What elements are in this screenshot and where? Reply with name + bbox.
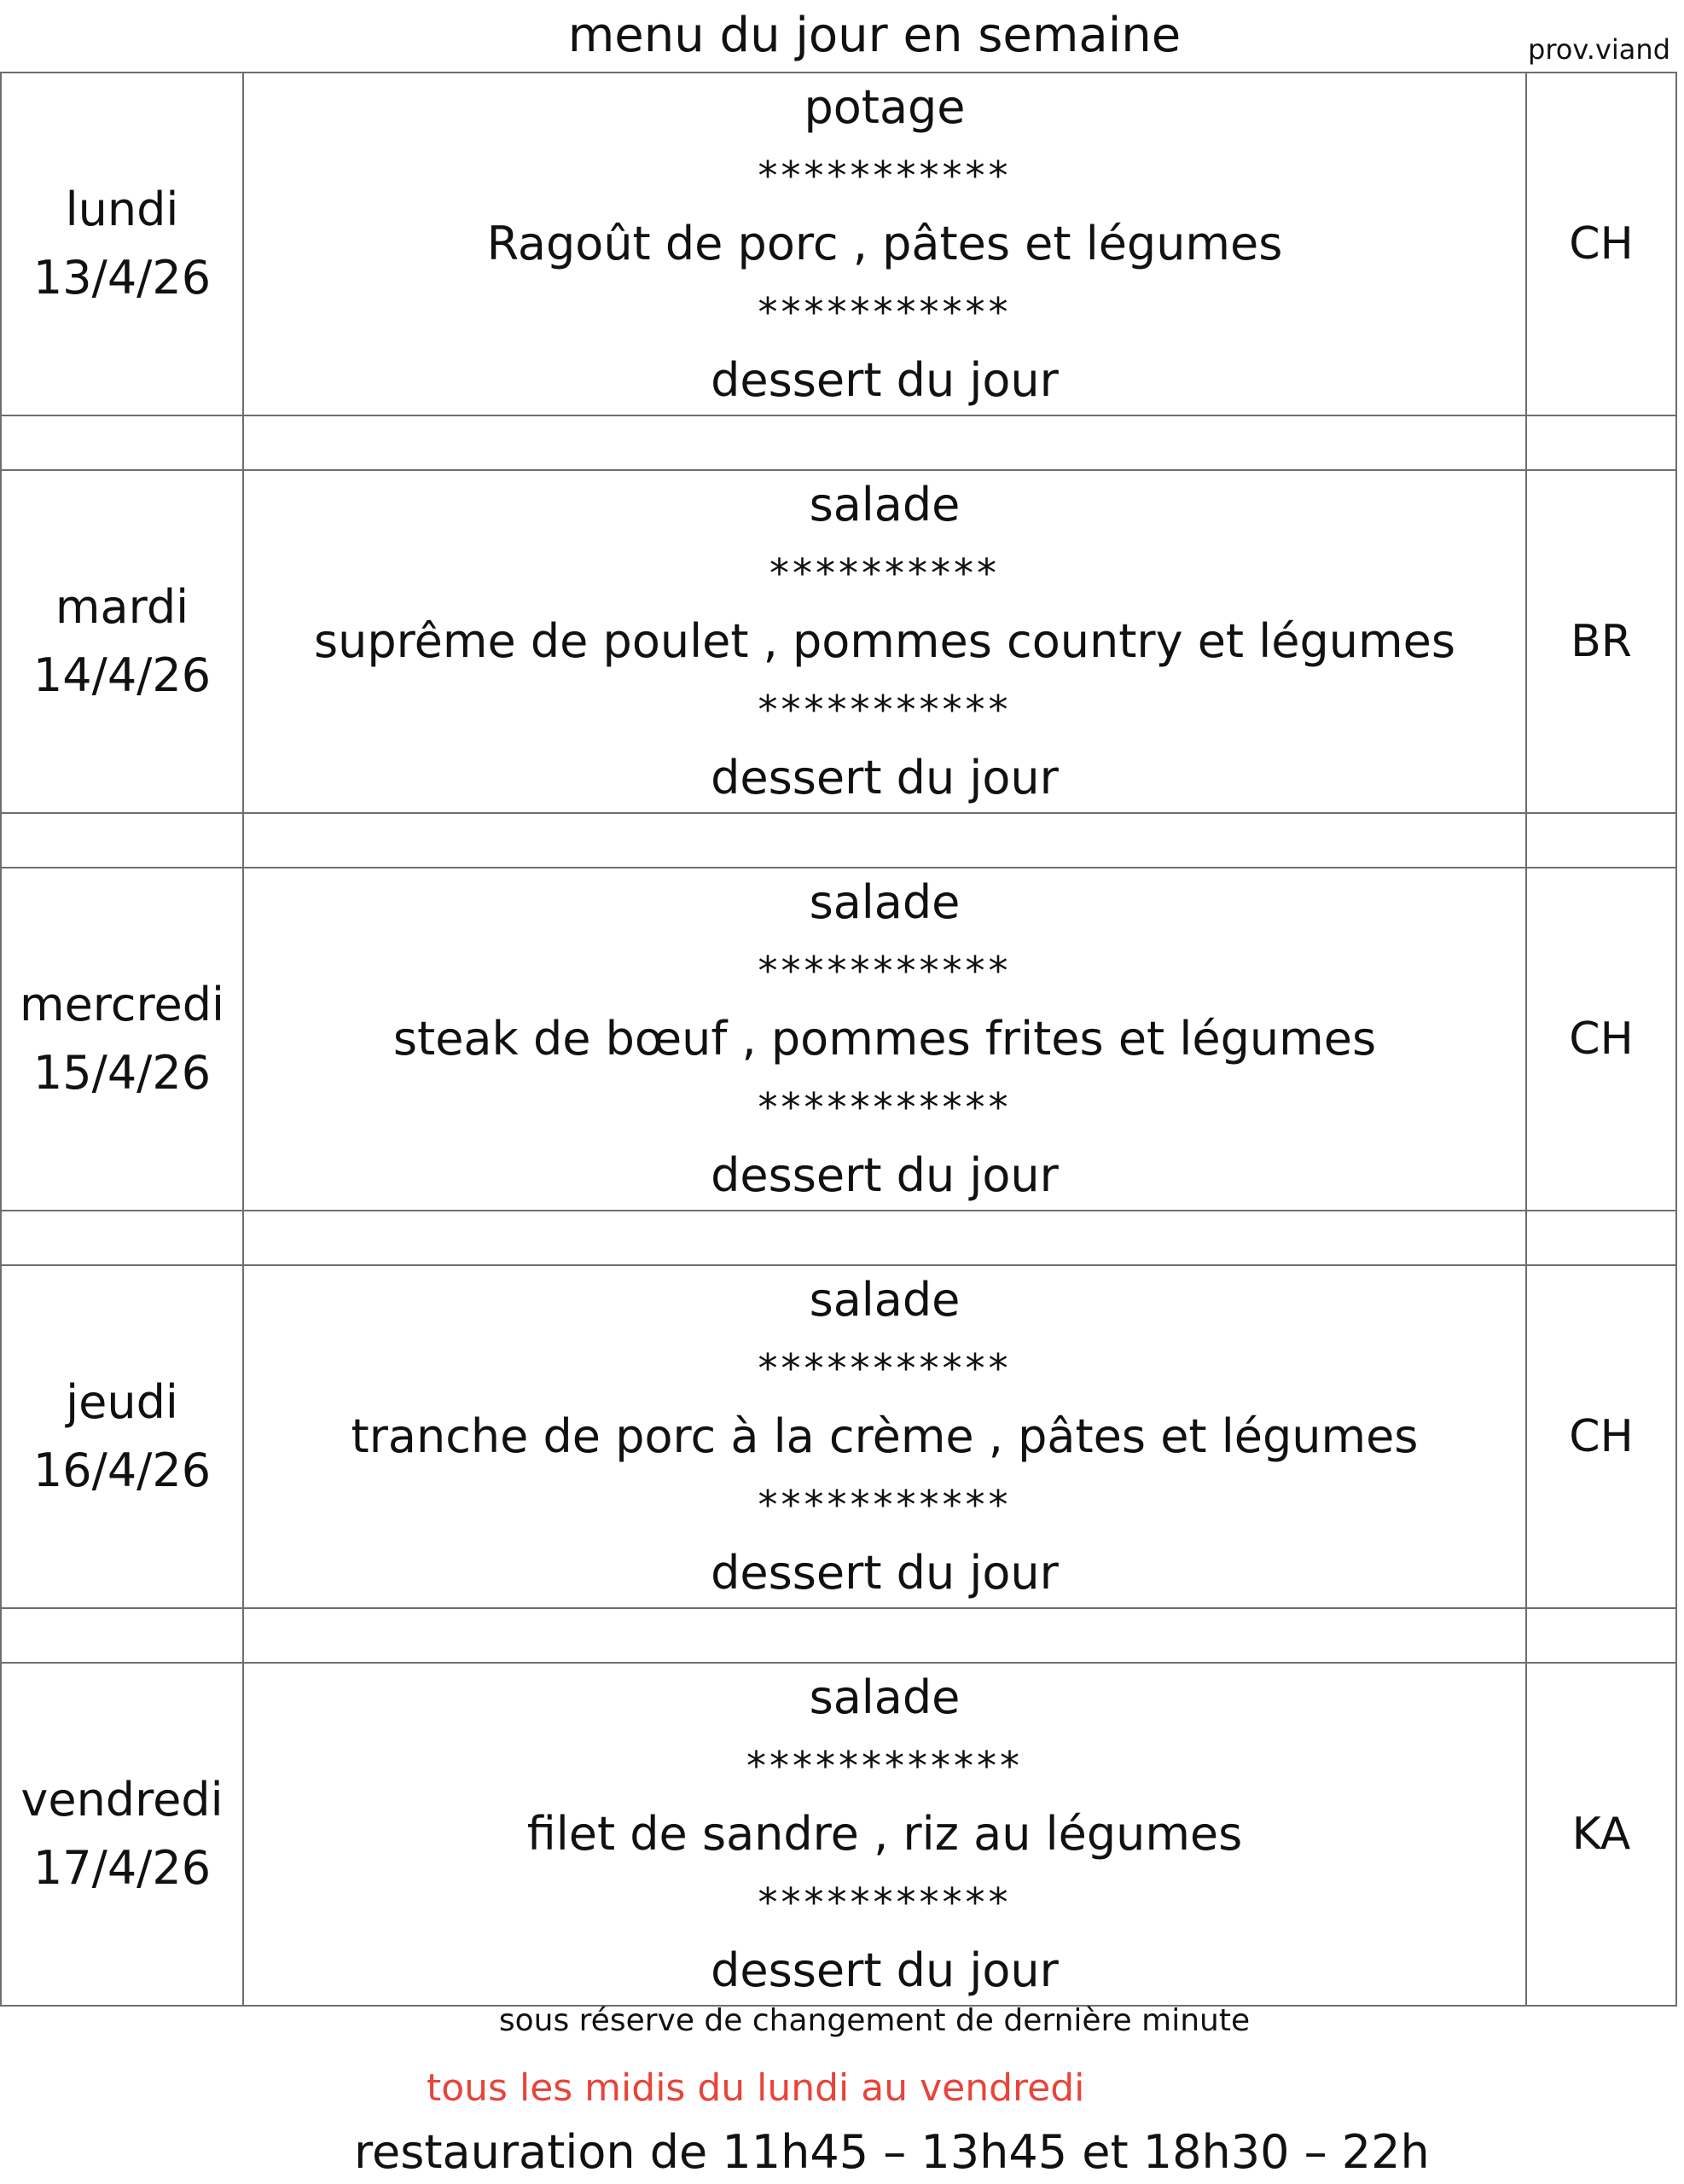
dessert: dessert du jour (711, 1148, 1059, 1202)
menu-row-jeudi (1, 1265, 1676, 1608)
day-name: vendredi (20, 1773, 224, 1827)
meat-origin: CH (1526, 73, 1676, 415)
dish-cell (243, 868, 1526, 1211)
day-date: 16/4/26 (32, 1443, 212, 1497)
separator-stars: *********** (758, 1084, 1012, 1130)
menu-row-mardi (1, 470, 1676, 813)
dish-cell (243, 1663, 1526, 2006)
dessert: dessert du jour (711, 1546, 1059, 1600)
separator-stars: *********** (758, 1879, 1012, 1926)
dessert: dessert du jour (711, 353, 1059, 407)
dessert: dessert du jour (711, 1943, 1059, 1997)
separator-stars: ********** (769, 550, 1000, 596)
day-cell (1, 73, 243, 415)
separator-stars: *********** (758, 948, 1012, 994)
day-name: jeudi (66, 1375, 178, 1429)
spacer-row (1, 1211, 1676, 1265)
main-course: tranche de porc à la crème , pâtes et légumes (351, 1409, 1419, 1463)
day-date: 15/4/26 (32, 1046, 212, 1100)
main-course: steak de bœuf , pommes frites et légumes (392, 1012, 1377, 1066)
meat-origin: CH (1526, 868, 1676, 1211)
day-cell (1, 868, 243, 1211)
menu-row-mercredi (1, 868, 1676, 1211)
starter: salade (809, 1273, 961, 1327)
day-name: lundi (65, 183, 179, 236)
weekday-lunch-note: tous les midis du lundi au vendredi (427, 2066, 1085, 2110)
opening-hours: restauration de 11h45 – 13h45 et 18h30 – 22h (354, 2125, 1430, 2179)
meat-origin: BR (1526, 470, 1676, 813)
separator-stars: *********** (758, 687, 1012, 733)
separator-stars: ************ (746, 1743, 1023, 1789)
starter: salade (809, 478, 961, 531)
separator-stars: *********** (758, 1345, 1012, 1391)
separator-stars: *********** (758, 289, 1012, 335)
day-cell (1, 1663, 243, 2006)
origin-column-label: prov.viand (1528, 33, 1670, 66)
day-name: mercredi (19, 978, 225, 1031)
starter: salade (809, 875, 961, 929)
dish-cell (243, 470, 1526, 813)
menu-row-lundi (1, 73, 1676, 415)
weekly-menu-table (0, 72, 1677, 2007)
day-cell (1, 1265, 243, 1608)
dish-cell (243, 1265, 1526, 1608)
spacer-row (1, 813, 1676, 868)
meat-origin: KA (1526, 1663, 1676, 2006)
starter: salade (809, 1670, 961, 1724)
separator-stars: *********** (758, 153, 1012, 199)
meat-origin: CH (1526, 1265, 1676, 1608)
day-date: 13/4/26 (32, 251, 212, 305)
spacer-row (1, 1608, 1676, 1663)
separator-stars: *********** (758, 1482, 1012, 1528)
menu-row-vendredi (1, 1663, 1676, 2006)
main-course: suprême de poulet , pommes country et légumes (314, 614, 1455, 668)
main-course: Ragoût de porc , pâtes et légumes (486, 217, 1283, 270)
spacer-row (1, 415, 1676, 470)
page-title: menu du jour en semaine (567, 8, 1182, 63)
starter: potage (804, 80, 966, 134)
day-name: mardi (55, 580, 189, 634)
dish-cell (243, 73, 1526, 415)
disclaimer-note: sous réserve de changement de dernière minute (498, 2003, 1251, 2038)
dessert: dessert du jour (711, 751, 1059, 804)
day-date: 14/4/26 (32, 648, 212, 702)
day-cell (1, 470, 243, 813)
main-course: filet de sandre , riz au légumes (526, 1807, 1243, 1861)
day-date: 17/4/26 (32, 1841, 212, 1895)
